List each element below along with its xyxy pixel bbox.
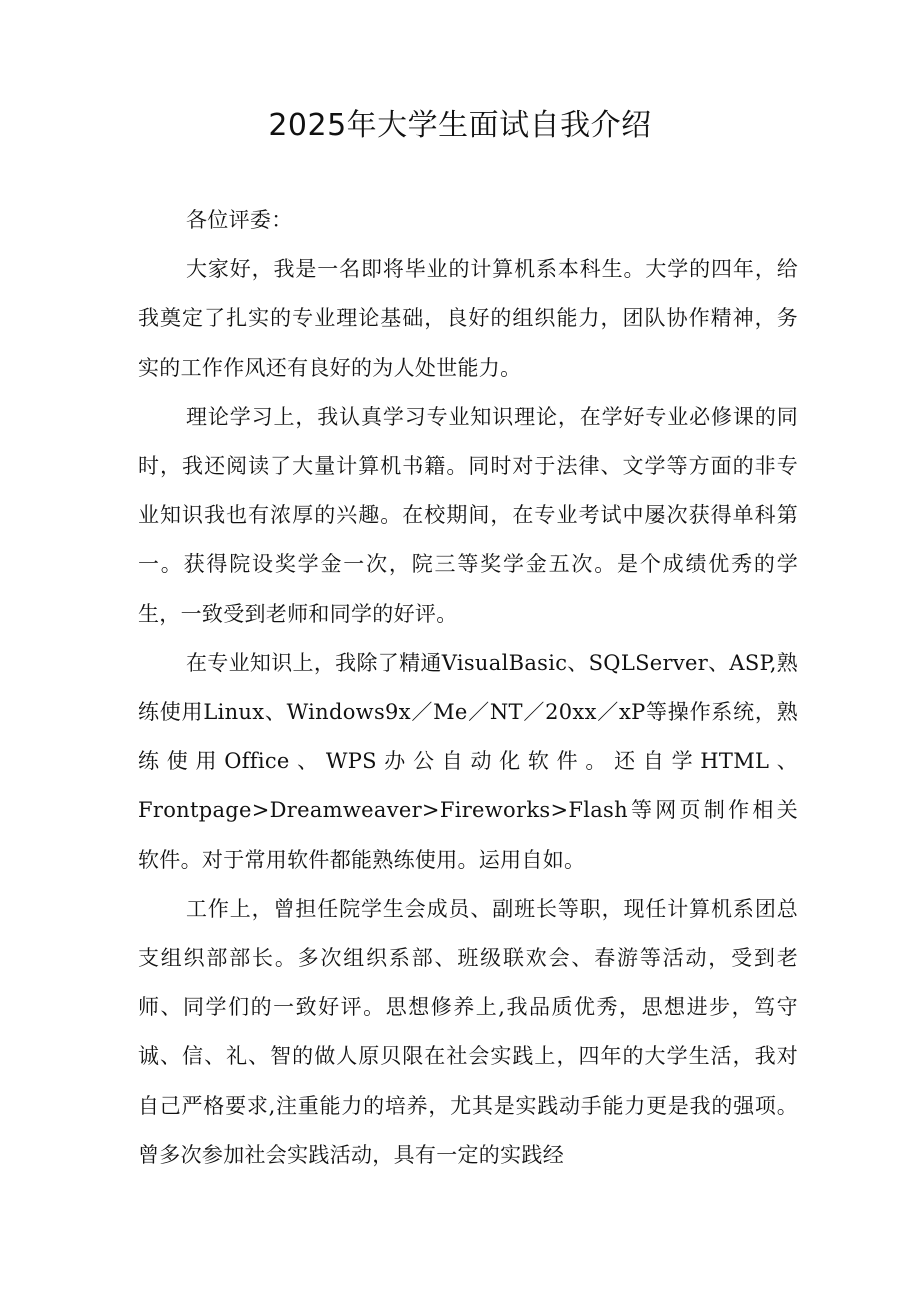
paragraph-skills: 在专业知识上，我除了精通VisualBasic、SQLServer、ASP,熟练使用Linux、Windows9x／Me／NT／20xx／xP等操作系统，熟练使用Office、WPS办公自动化软件。还自学HTML、Frontpage>Dreamweaver>Fireworks>Flash等网页制作相关软件。对于常用软件都能熟练使用。运用自如。 <box>138 650 798 872</box>
salutation: 各位评委： <box>186 208 293 232</box>
document-body <box>138 196 798 1180</box>
document-title: 2025年大学生面试自我介绍 <box>268 108 652 143</box>
paragraph-work: 工作上，曾担任院学生会成员、副班长等职，现任计算机系团总支组织部部长。多次组织系部、班级联欢会、春游等活动，受到老师、同学们的一致好评。思想修养上,我品质优秀，思想进步，笃守诚、信、礼、智的做人原贝限在社会实践上，四年的大学生活，我对自己严格要求,注重能力的培养，尤其是实践动手能力更是我的强项。曾多次参加社会实践活动，具有一定的实践经 <box>138 896 798 1167</box>
paragraph-study: 理论学习上，我认真学习专业知识理论，在学好专业必修课的同时，我还阅读了大量计算机书籍。同时对于法律、文学等方面的非专业知识我也有浓厚的兴趣。在校期间，在专业考试中屡次获得单科第一。获得院设奖学金一次，院三等奖学金五次。是个成绩优秀的学生，一致受到老师和同学的好评。 <box>138 404 798 626</box>
paragraph-introduction: 大家好，我是一名即将毕业的计算机系本科生。大学的四年，给我奠定了扎实的专业理论基础，良好的组织能力，团队协作精神，务实的工作作风还有良好的为人处世能力。 <box>138 257 798 380</box>
